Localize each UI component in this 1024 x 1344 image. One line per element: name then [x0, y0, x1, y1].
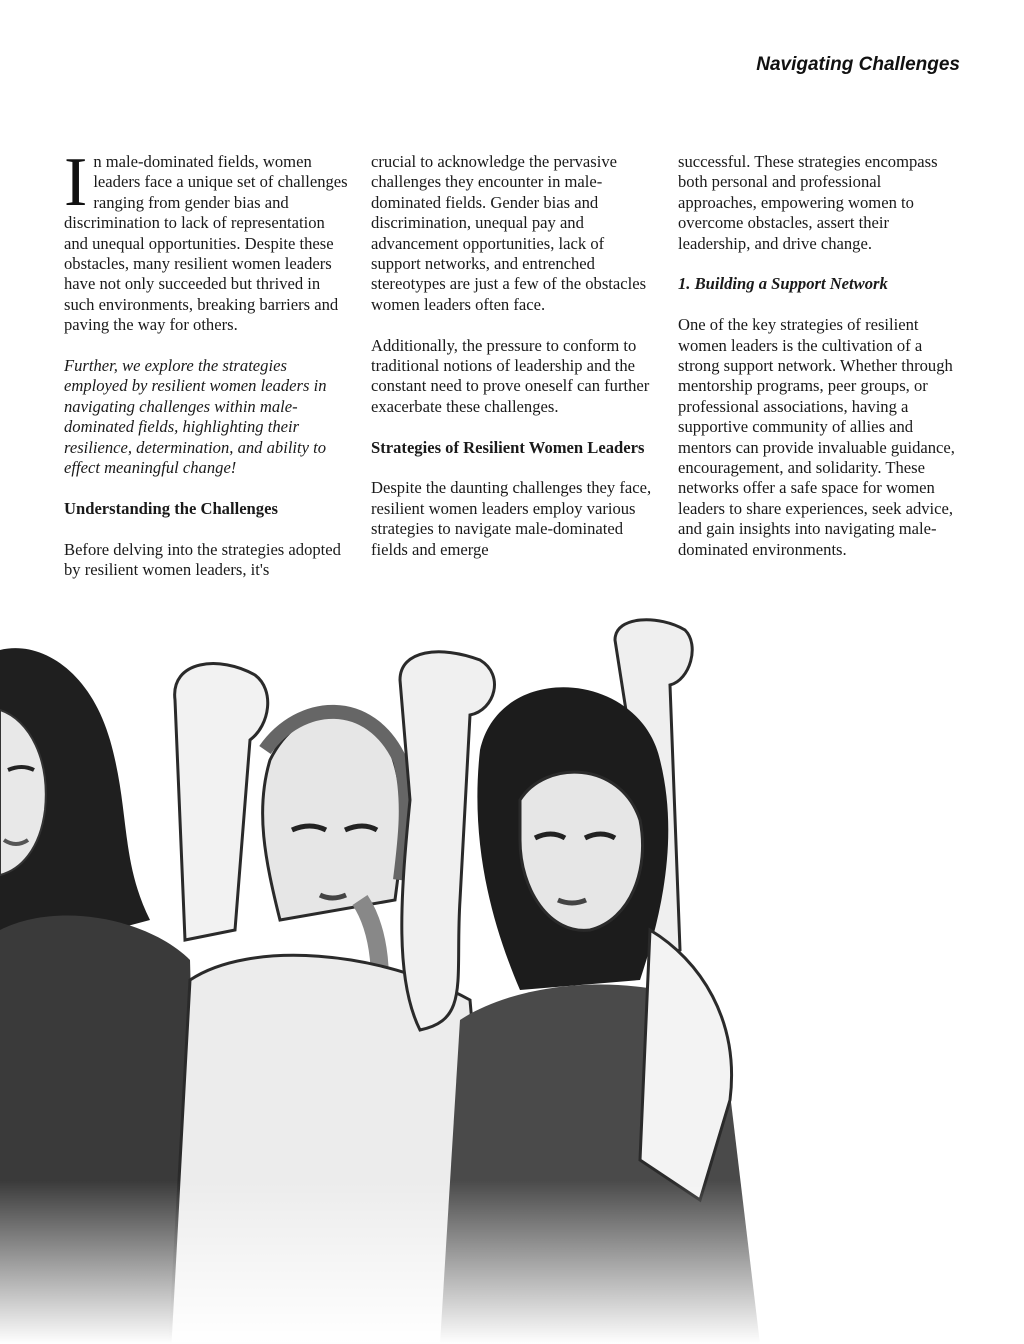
paragraph-support-network: One of the key strategies of resilient women leaders is the cultivation of a strong support network. Whether through mentorship programs, peer groups, or professional associations, having a supportive community of allies and mentors can provide invaluable guidance, encouragement, and solidarity. These networks offer a safe space for women leaders to share experiences, seek advice, and gain insights into navigating male-dominated environments.	[678, 315, 955, 559]
subheading-support-network: 1. Building a Support Network	[678, 274, 888, 294]
heading-strategies: Strategies of Resilient Women Leaders	[371, 437, 645, 457]
paragraph-additionally: Additionally, the pressure to conform to traditional notions of leadership and the constant need to prove oneself can further exacerbate these challenges.	[371, 335, 650, 416]
drop-cap: I	[64, 144, 88, 221]
italic-paragraph: Further, we explore the strategies employed by resilient women leaders in navigating challenges within male-dominated fields, highlighting their resilience, determination, and ability to effect meaningful change!	[64, 356, 327, 478]
paragraph-successful: successful. These strategies encompass both personal and professional approaches, empowering women to overcome obstacles, assert their leadership, and drive change.	[678, 152, 938, 253]
section-title: Navigating Challenges	[756, 54, 960, 75]
intro-paragraph	[64, 144, 350, 336]
paragraph-despite: Despite the daunting challenges they face, resilient women leaders employ various strategies to navigate male-dominated fields and emerge	[371, 478, 652, 559]
column-2	[371, 152, 657, 580]
paragraph-crucial: crucial to acknowledge the pervasive challenges they encounter in male-dominated fields. Gender bias and discrimination, unequal pay and advancement opportunities, lack of support networks, and entrenched stereotypes are just a few of the obstacles women leaders often face.	[371, 152, 647, 314]
paragraph-before-delving: Before delving into the strategies adopted by resilient women leaders, it's	[64, 539, 341, 580]
column-1	[64, 144, 350, 601]
women-raised-fists-illustration	[0, 600, 1024, 1344]
column-3	[678, 152, 964, 580]
intro-text: n male-dominated fields, women leaders face a unique set of challenges ranging from gender bias and discrimination to lack of representation and unequal opportunities. Despite these obstacles, many resilient women leaders have not only succeeded but thrived in such environments, breaking barriers and paving the way for others.	[64, 152, 348, 335]
heading-understanding: Understanding the Challenges	[64, 498, 278, 518]
